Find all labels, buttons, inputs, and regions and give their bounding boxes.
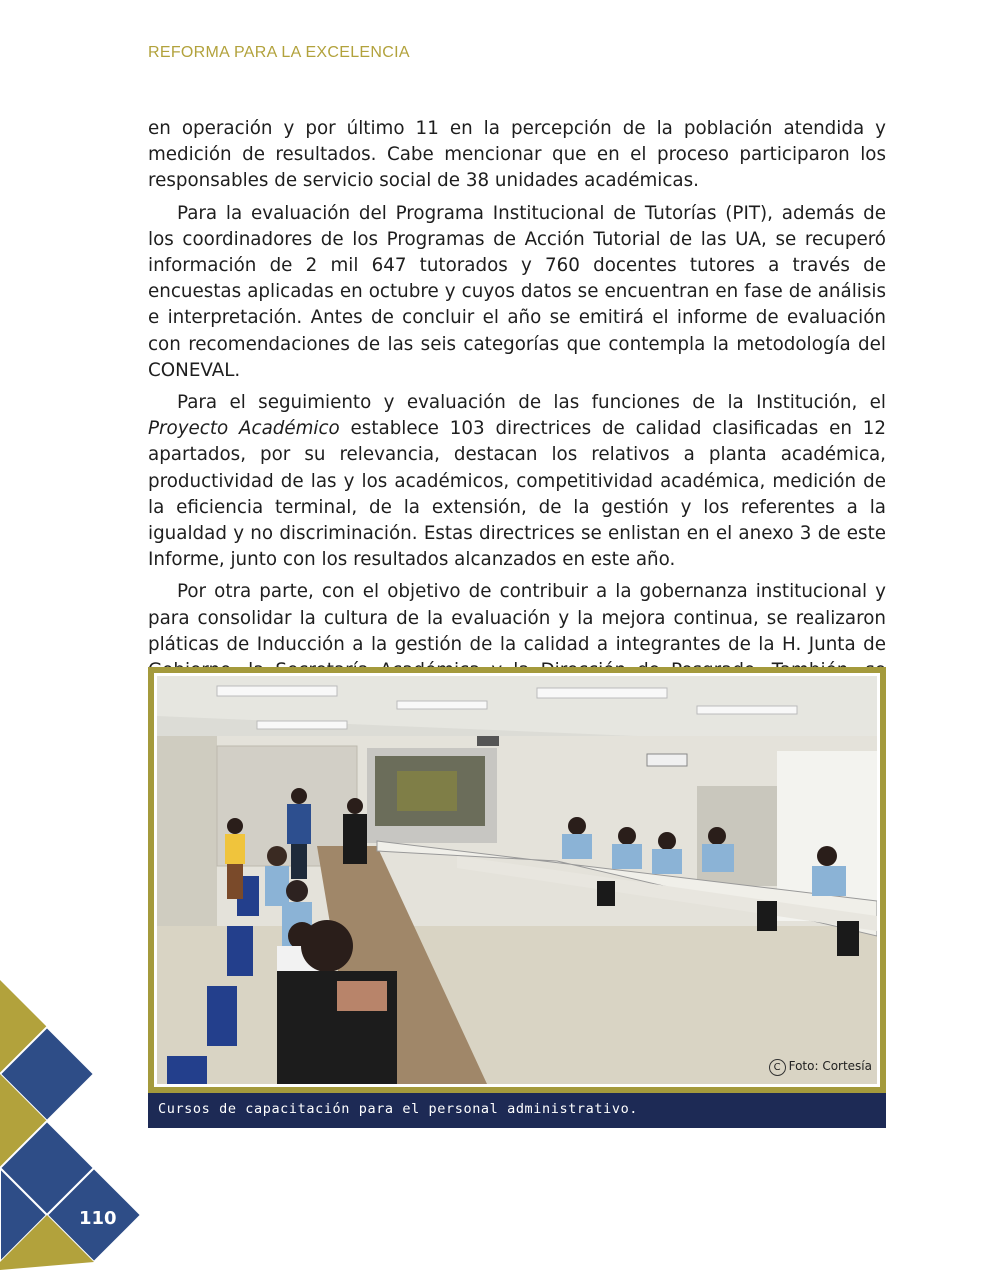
paragraph-2: Para la evaluación del Programa Institucional de Tutorías (PIT), además de los coordinadores de los Programas de Acción Tutorial de las UA, se recuperó información de 2 mil 647 tutorados y 760 docentes tutores a través de encuestas aplicadas en octubre y cuyos datos se encuentran en fase de análisis e interpretación. Antes de concluir el año se emitirá el informe de evaluación con recomendaciones de las seis categorías que contempla la metodología del CONEVAL. xyxy=(148,202,886,381)
paragraph-3-end: establece 103 directrices de calidad clasificadas en 12 apartados, por su relevancia, destacan los relativos a planta académica, productividad de las y los académicos, competitividad académica, medición de la eficiencia terminal, de la extensión, de la gestión y los referentes a la igualdad y no discriminación. Estas directrices se enlistan en el anexo 3 de este Informe, junto con los resultados alcanzados en este año. xyxy=(148,418,886,571)
classroom-photo-illustration xyxy=(157,676,877,1084)
paragraph-3 xyxy=(148,390,886,573)
project-title-italic: Proyecto Académico xyxy=(148,418,340,440)
paragraph-1: en operación y por último 11 en la percepción de la población atendida y medición de resultados. Cabe mencionar que en el proceso participaron los responsables de servicio social de 38 unidades académicas. xyxy=(148,118,886,192)
copyright-icon: C xyxy=(769,1059,786,1076)
paragraph-4: Por otra parte, con el objetivo de contribuir a la gobernanza institucional y para consolidar la cultura de la evaluación y la mejora continua, se realizaron pláticas de Inducción a la gestión de la calidad a integrantes de la H. Junta de xyxy=(148,581,886,655)
running-header: REFORMA PARA LA EXCELENCIA xyxy=(148,44,410,61)
photo xyxy=(154,673,880,1087)
figure-caption: Cursos de capacitación para el personal administrativo. xyxy=(148,1093,886,1128)
photo-frame xyxy=(148,667,886,1093)
paragraph-3-start: Para el seguimiento y evaluación de las funciones de la Institución, el xyxy=(177,392,886,414)
page-number: 110 xyxy=(79,1208,117,1229)
photo-credit xyxy=(769,1059,872,1076)
figure xyxy=(148,667,886,1128)
photo-credit-text: Foto: Cortesía xyxy=(788,1059,872,1073)
body-text xyxy=(148,116,886,716)
